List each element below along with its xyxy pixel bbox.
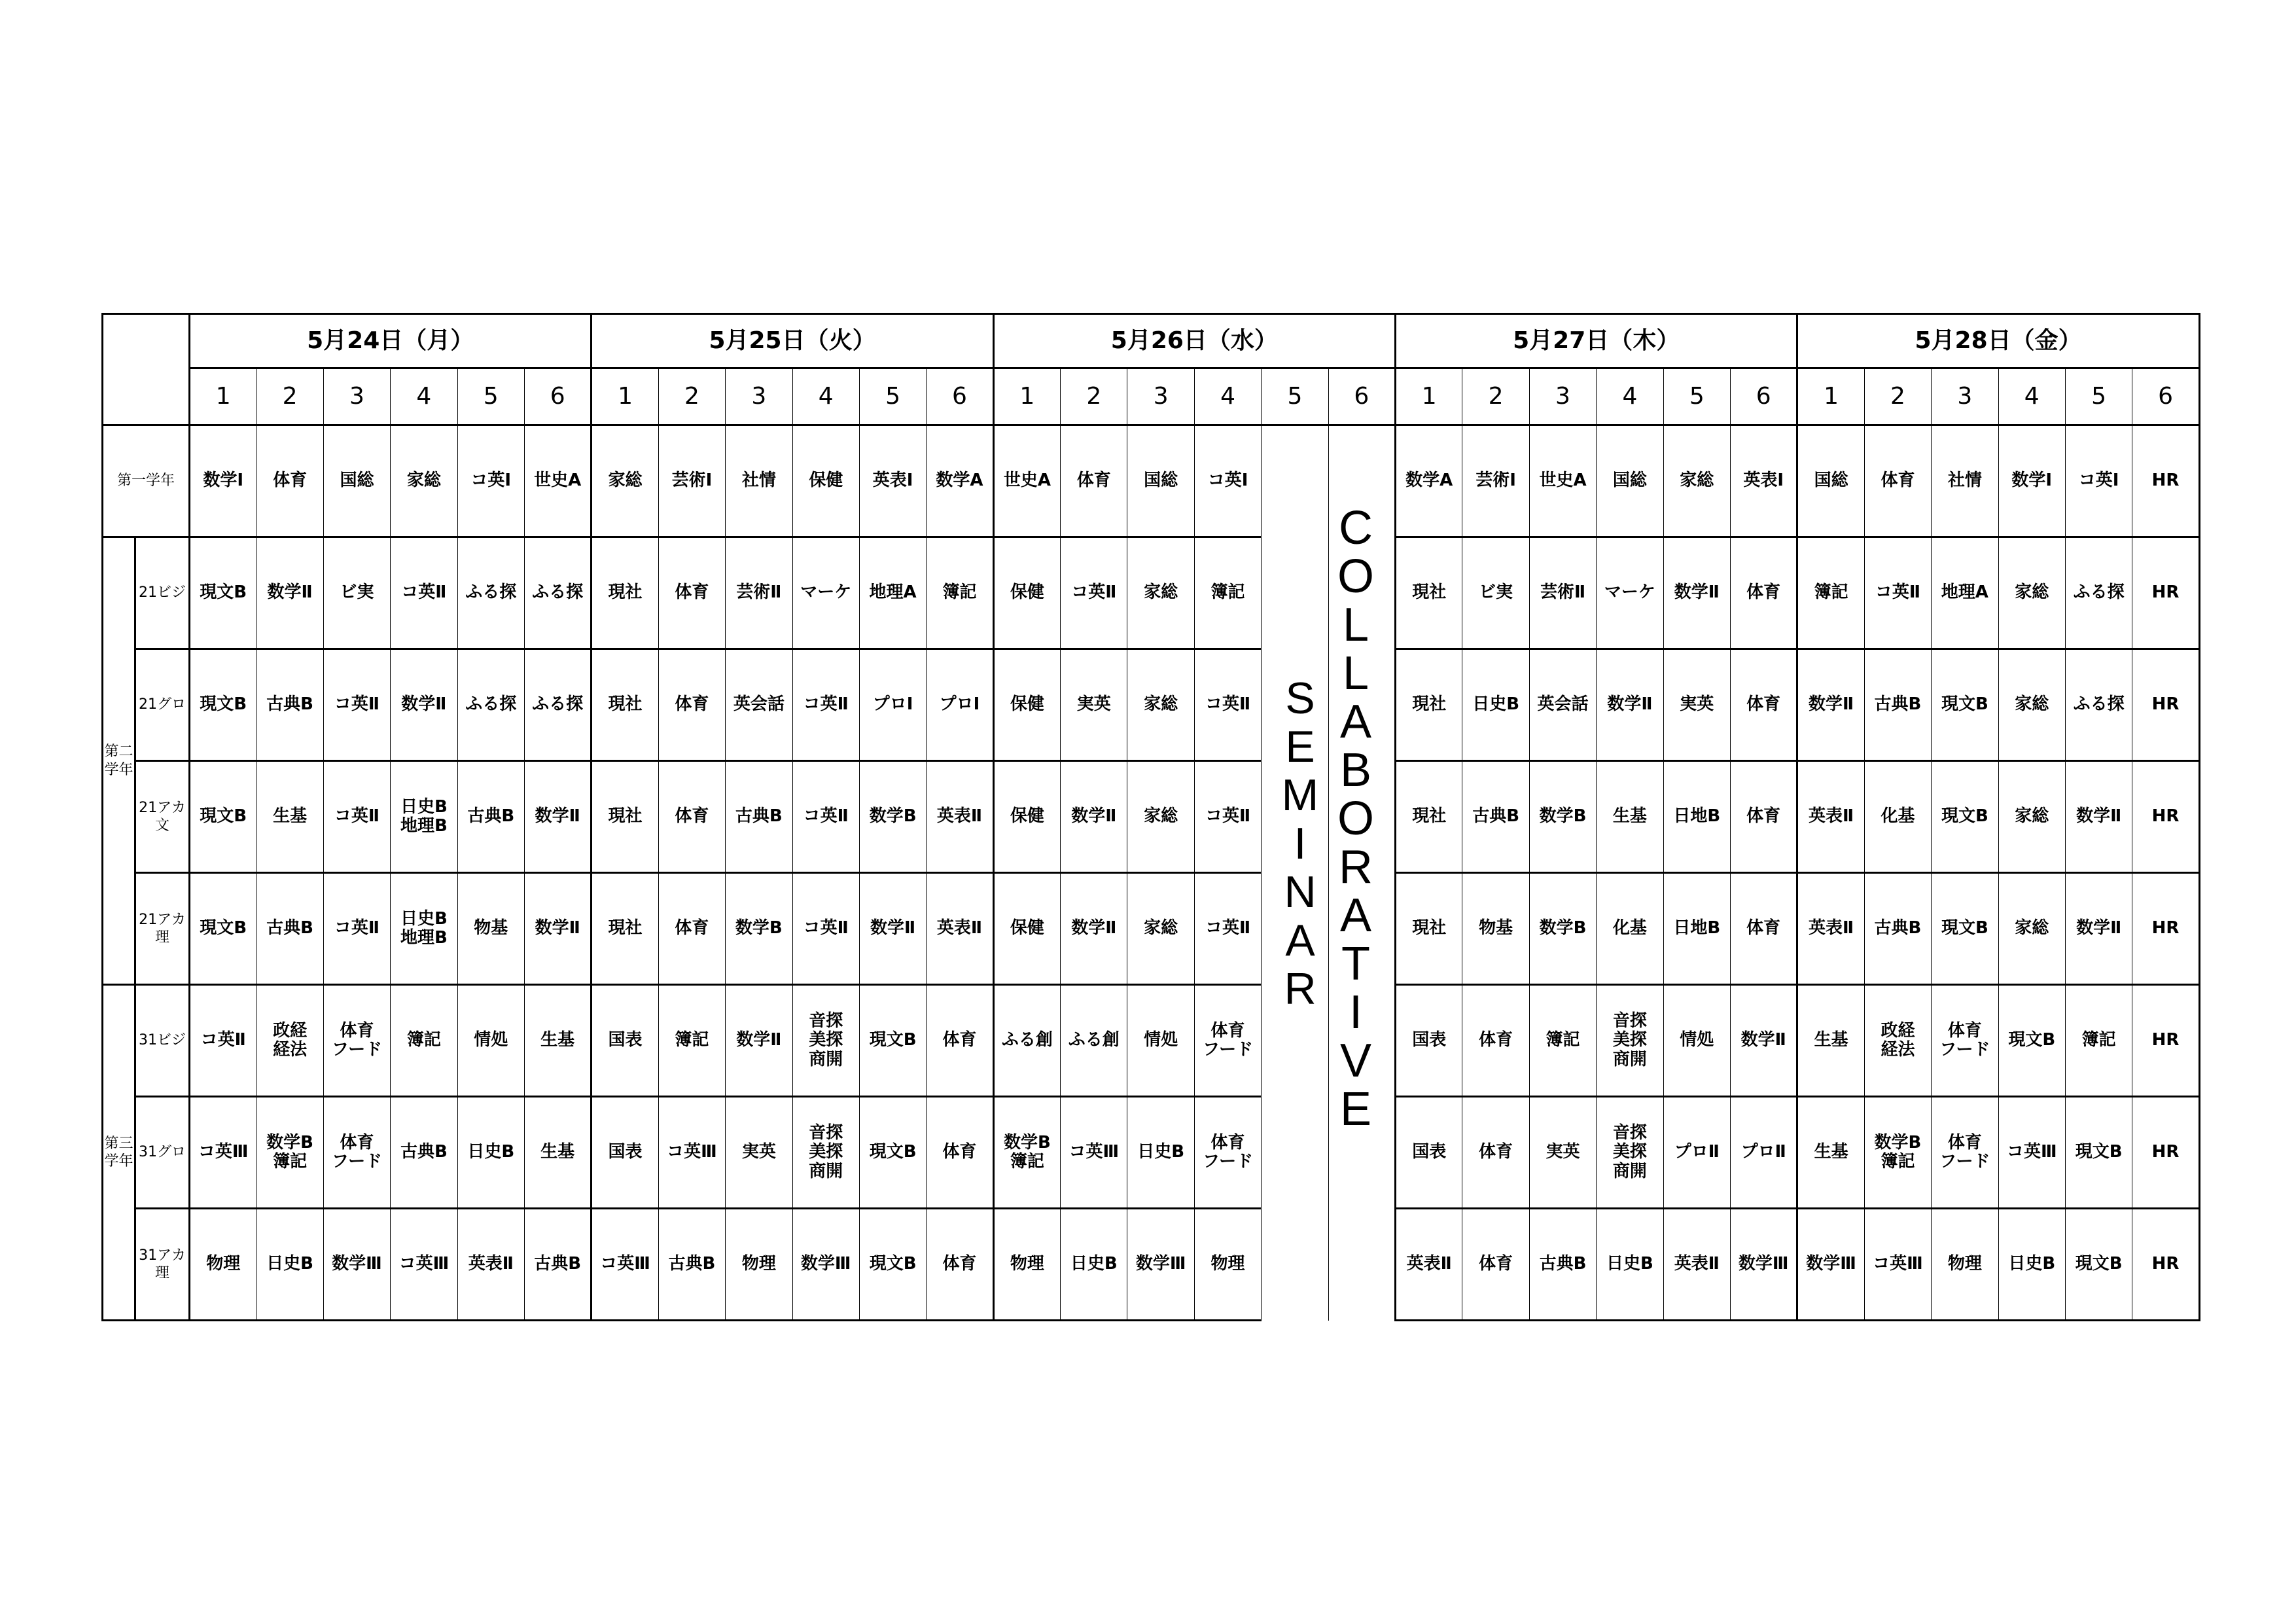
class-label: 21アカ理: [135, 873, 190, 985]
subject-cell: 日史B: [1462, 649, 1529, 761]
subject-cell: HR: [2132, 985, 2199, 1097]
subject-cell: 日地B: [1663, 761, 1730, 873]
subject-cell: 国表: [592, 985, 658, 1097]
subject-cell: 現社: [1396, 873, 1462, 985]
period-number: 2: [1864, 368, 1931, 425]
subject-cell: 英表Ⅱ: [1663, 1209, 1730, 1321]
subject-cell: 家総: [391, 425, 457, 537]
subject-cell: 芸術Ⅱ: [1529, 537, 1596, 649]
subject-cell: [1262, 1097, 1328, 1209]
subject-cell: 体育: [658, 537, 725, 649]
subject-cell: 音探 美探 商開: [792, 1097, 859, 1209]
subject-cell: 数学Ⅱ: [1061, 873, 1127, 985]
subject-cell: 保健: [792, 425, 859, 537]
subject-cell: 簿記: [2065, 985, 2132, 1097]
subject-cell: 世史A: [993, 425, 1060, 537]
subject-cell: 保健: [993, 537, 1060, 649]
subject-cell: コ英Ⅲ: [1998, 1097, 2065, 1209]
subject-cell: 物理: [190, 1209, 256, 1321]
subject-cell: 日史B: [1597, 1209, 1663, 1321]
period-number: 4: [391, 368, 457, 425]
period-number: 3: [726, 368, 792, 425]
subject-cell: 地理A: [859, 537, 926, 649]
subject-cell: 現文B: [1998, 985, 2065, 1097]
subject-cell: 家総: [1998, 873, 2065, 985]
subject-cell: ふる探: [457, 537, 524, 649]
subject-cell: [1262, 1209, 1328, 1321]
class-row: [103, 1209, 2200, 1321]
subject-cell: 数学Ⅱ: [859, 873, 926, 985]
subject-cell: 情処: [1663, 985, 1730, 1097]
period-number: 3: [1529, 368, 1596, 425]
subject-cell: 体育: [658, 873, 725, 985]
timetable: [101, 313, 2200, 1321]
subject-cell: 芸術Ⅱ: [726, 537, 792, 649]
subject-cell: 現文B: [190, 873, 256, 985]
class-row: [103, 1097, 2200, 1209]
subject-cell: 音探 美探 商開: [792, 985, 859, 1097]
subject-cell: 簿記: [1194, 537, 1261, 649]
subject-cell: 英表Ⅱ: [1797, 761, 1864, 873]
subject-cell: 体育: [1061, 425, 1127, 537]
subject-cell: 物理: [1194, 1209, 1261, 1321]
subject-cell: コ英Ⅲ: [592, 1209, 658, 1321]
subject-cell: 実英: [1061, 649, 1127, 761]
period-number: 1: [592, 368, 658, 425]
subject-cell: [1262, 425, 1328, 537]
subject-cell: 芸術Ⅰ: [658, 425, 725, 537]
subject-cell: 音探 美探 商開: [1597, 1097, 1663, 1209]
subject-cell: 芸術Ⅰ: [1462, 425, 1529, 537]
subject-cell: 英表Ⅱ: [1797, 873, 1864, 985]
subject-cell: 体育 フード: [1194, 1097, 1261, 1209]
subject-cell: コ英Ⅱ: [792, 761, 859, 873]
subject-cell: 現文B: [859, 1097, 926, 1209]
period-number: 4: [1597, 368, 1663, 425]
subject-cell: 国総: [323, 425, 390, 537]
subject-cell: 現文B: [190, 761, 256, 873]
subject-cell: コ英Ⅱ: [323, 761, 390, 873]
subject-cell: 家総: [1127, 873, 1194, 985]
subject-cell: 現文B: [1932, 873, 1998, 985]
subject-cell: 数学Ⅱ: [1597, 649, 1663, 761]
subject-cell: 体育: [256, 425, 323, 537]
subject-cell: 生基: [1797, 1097, 1864, 1209]
subject-cell: コ英Ⅲ: [1061, 1097, 1127, 1209]
subject-cell: 日史B: [1998, 1209, 2065, 1321]
subject-cell: マーケ: [792, 537, 859, 649]
subject-cell: 家総: [1998, 649, 2065, 761]
period-number: 5: [2065, 368, 2132, 425]
subject-cell: 現文B: [2065, 1209, 2132, 1321]
subject-cell: 古典B: [1864, 873, 1931, 985]
subject-cell: 数学A: [927, 425, 993, 537]
subject-cell: コ英Ⅲ: [391, 1209, 457, 1321]
day-header-row: [103, 314, 2200, 368]
subject-cell: ふる探: [2065, 649, 2132, 761]
subject-cell: 簿記: [391, 985, 457, 1097]
subject-cell: 英表Ⅱ: [457, 1209, 524, 1321]
class-label: 21ビジ: [135, 537, 190, 649]
subject-cell: 数学B: [726, 873, 792, 985]
subject-cell: 日史B: [457, 1097, 524, 1209]
subject-cell: 国表: [1396, 1097, 1462, 1209]
subject-cell: 社情: [726, 425, 792, 537]
class-row: [103, 425, 2200, 537]
subject-cell: 数学Ⅱ: [1730, 985, 1797, 1097]
subject-cell: 古典B: [256, 649, 323, 761]
class-row: [103, 985, 2200, 1097]
subject-cell: 英表Ⅱ: [1396, 1209, 1462, 1321]
subject-cell: コ英Ⅱ: [792, 873, 859, 985]
seminar-vertical-label: S E M I N A R: [1281, 673, 1319, 1014]
grade-label-third: 第三学年: [103, 985, 135, 1321]
subject-cell: 数学Ⅱ: [1061, 761, 1127, 873]
subject-cell: コ英Ⅲ: [1864, 1209, 1931, 1321]
subject-cell: コ英Ⅱ: [1194, 761, 1261, 873]
subject-cell: 体育: [658, 761, 725, 873]
period-number: 3: [1932, 368, 1998, 425]
subject-cell: 国総: [1127, 425, 1194, 537]
subject-cell: 生基: [524, 1097, 591, 1209]
subject-cell: 世史A: [1529, 425, 1596, 537]
subject-cell: 簿記: [1529, 985, 1596, 1097]
subject-cell: 数学Ⅱ: [524, 873, 591, 985]
subject-cell: 数学Ⅱ: [524, 761, 591, 873]
subject-cell: 家総: [1127, 537, 1194, 649]
subject-cell: 現文B: [859, 1209, 926, 1321]
subject-cell: 簿記: [1797, 537, 1864, 649]
day-header: 5月24日（月）: [190, 314, 592, 368]
collaborative-vertical-label: C O L L A B O R A T I V E: [1337, 502, 1374, 1135]
day-header: 5月25日（火）: [592, 314, 993, 368]
subject-cell: 古典B: [524, 1209, 591, 1321]
subject-cell: 数学B 簿記: [256, 1097, 323, 1209]
period-number: 4: [1998, 368, 2065, 425]
subject-cell: ふる創: [1061, 985, 1127, 1097]
subject-cell: 体育: [1462, 985, 1529, 1097]
subject-cell: 数学Ⅰ: [1998, 425, 2065, 537]
subject-cell: 数学Ⅲ: [323, 1209, 390, 1321]
subject-cell: 国表: [592, 1097, 658, 1209]
subject-cell: 政経 経法: [1864, 985, 1931, 1097]
subject-cell: コ英Ⅰ: [457, 425, 524, 537]
subject-cell: 数学Ⅱ: [726, 985, 792, 1097]
day-header: 5月28日（金）: [1797, 314, 2199, 368]
subject-cell: 古典B: [391, 1097, 457, 1209]
subject-cell: HR: [2132, 873, 2199, 985]
subject-cell: 国表: [1396, 985, 1462, 1097]
subject-cell: コ英Ⅲ: [190, 1097, 256, 1209]
subject-cell: コ英Ⅱ: [1194, 649, 1261, 761]
subject-cell: 古典B: [726, 761, 792, 873]
subject-cell: ふる探: [524, 537, 591, 649]
period-number: 5: [1663, 368, 1730, 425]
corner-cell: [103, 314, 190, 425]
period-number: 5: [457, 368, 524, 425]
subject-cell: 家総: [1998, 537, 2065, 649]
subject-cell: 体育 フード: [1194, 985, 1261, 1097]
subject-cell: 生基: [1597, 761, 1663, 873]
subject-cell: 数学Ⅱ: [2065, 761, 2132, 873]
subject-cell: 数学Ⅲ: [1127, 1209, 1194, 1321]
subject-cell: 古典B: [457, 761, 524, 873]
subject-cell: 数学B: [859, 761, 926, 873]
subject-cell: 情処: [457, 985, 524, 1097]
subject-cell: 現社: [592, 873, 658, 985]
subject-cell: 現社: [1396, 761, 1462, 873]
period-number: 2: [256, 368, 323, 425]
period-number: 2: [1462, 368, 1529, 425]
subject-cell: マーケ: [1597, 537, 1663, 649]
subject-cell: 化基: [1597, 873, 1663, 985]
subject-cell: 数学B 簿記: [993, 1097, 1060, 1209]
subject-cell: ふる創: [993, 985, 1060, 1097]
subject-cell: 体育 フード: [323, 1097, 390, 1209]
subject-cell: 体育: [1730, 761, 1797, 873]
subject-cell: 日史B: [1127, 1097, 1194, 1209]
subject-cell: 古典B: [1462, 761, 1529, 873]
subject-cell: 数学B: [1529, 873, 1596, 985]
subject-cell: HR: [2132, 425, 2199, 537]
subject-cell: 世史A: [524, 425, 591, 537]
subject-cell: 日史B: [1061, 1209, 1127, 1321]
subject-cell: 物基: [457, 873, 524, 985]
subject-cell: 音探 美探 商開: [1597, 985, 1663, 1097]
class-label: 31ビジ: [135, 985, 190, 1097]
subject-cell: 政経 経法: [256, 985, 323, 1097]
subject-cell: 数学Ⅱ: [1663, 537, 1730, 649]
subject-cell: 家総: [1663, 425, 1730, 537]
subject-cell: 化基: [1864, 761, 1931, 873]
subject-cell: 英表Ⅱ: [927, 873, 993, 985]
subject-cell: 現文B: [190, 649, 256, 761]
period-number: 5: [1262, 368, 1328, 425]
period-number: 6: [2132, 368, 2199, 425]
subject-cell: 家総: [1127, 761, 1194, 873]
subject-cell: 日地B: [1663, 873, 1730, 985]
subject-cell: 体育: [1864, 425, 1931, 537]
subject-cell: ふる探: [524, 649, 591, 761]
subject-cell: 現文B: [1932, 761, 1998, 873]
subject-cell: 実英: [726, 1097, 792, 1209]
subject-cell: 英表Ⅰ: [859, 425, 926, 537]
subject-cell: 数学Ⅲ: [1797, 1209, 1864, 1321]
subject-cell: 現文B: [1932, 649, 1998, 761]
subject-cell: 物理: [993, 1209, 1060, 1321]
class-label: 21アカ文: [135, 761, 190, 873]
subject-cell: 数学Ⅱ: [1797, 649, 1864, 761]
grade-label-second: 第二学年: [103, 537, 135, 985]
subject-cell: 情処: [1127, 985, 1194, 1097]
subject-cell: 日史B 地理B: [391, 761, 457, 873]
period-number: 1: [1797, 368, 1864, 425]
day-header: 5月26日（水）: [993, 314, 1395, 368]
period-number: 4: [792, 368, 859, 425]
class-row: [103, 761, 2200, 873]
subject-cell: 英表Ⅱ: [927, 761, 993, 873]
subject-cell: 現文B: [2065, 1097, 2132, 1209]
subject-cell: コ英Ⅱ: [1864, 537, 1931, 649]
subject-cell: 体育 フード: [1932, 1097, 1998, 1209]
subject-cell: 物理: [1932, 1209, 1998, 1321]
subject-cell: コ英Ⅱ: [1194, 873, 1261, 985]
subject-cell: コ英Ⅱ: [323, 873, 390, 985]
subject-cell: 家総: [1127, 649, 1194, 761]
subject-cell: 日史B 地理B: [391, 873, 457, 985]
period-number: 3: [1127, 368, 1194, 425]
subject-cell: 家総: [592, 425, 658, 537]
class-row: [103, 873, 2200, 985]
subject-cell: 社情: [1932, 425, 1998, 537]
subject-cell: 国総: [1597, 425, 1663, 537]
subject-cell: 古典B: [658, 1209, 725, 1321]
period-number: 1: [190, 368, 256, 425]
subject-cell: HR: [2132, 1097, 2199, 1209]
subject-cell: [1328, 1209, 1395, 1321]
subject-cell: 体育: [927, 1209, 993, 1321]
subject-cell: 現文B: [859, 985, 926, 1097]
subject-cell: 体育: [1730, 537, 1797, 649]
period-number: 6: [1730, 368, 1797, 425]
subject-cell: ビ実: [323, 537, 390, 649]
period-number: 5: [859, 368, 926, 425]
period-number: 2: [1061, 368, 1127, 425]
subject-cell: 体育: [1730, 649, 1797, 761]
subject-cell: コ英Ⅱ: [391, 537, 457, 649]
subject-cell: 体育: [1462, 1209, 1529, 1321]
subject-cell: 簿記: [658, 985, 725, 1097]
period-number: 6: [1328, 368, 1395, 425]
period-number: 2: [658, 368, 725, 425]
subject-cell: 英会話: [726, 649, 792, 761]
subject-cell: 数学Ⅲ: [792, 1209, 859, 1321]
subject-cell: 数学Ⅱ: [256, 537, 323, 649]
subject-cell: 現社: [592, 649, 658, 761]
subject-cell: 現社: [1396, 649, 1462, 761]
subject-cell: 保健: [993, 761, 1060, 873]
subject-cell: コ英Ⅲ: [658, 1097, 725, 1209]
subject-cell: 現社: [592, 761, 658, 873]
period-number: 6: [524, 368, 591, 425]
subject-cell: ビ実: [1462, 537, 1529, 649]
subject-cell: 生基: [524, 985, 591, 1097]
subject-cell: プロⅠ: [927, 649, 993, 761]
subject-cell: コ英Ⅱ: [190, 985, 256, 1097]
subject-cell: 保健: [993, 649, 1060, 761]
subject-cell: 英会話: [1529, 649, 1596, 761]
class-row: [103, 537, 2200, 649]
subject-cell: 数学Ⅱ: [2065, 873, 2132, 985]
subject-cell: 家総: [1998, 761, 2065, 873]
subject-cell: 物基: [1462, 873, 1529, 985]
class-label: 31グロ: [135, 1097, 190, 1209]
class-label: 31アカ理: [135, 1209, 190, 1321]
subject-cell: コ英Ⅱ: [1061, 537, 1127, 649]
subject-cell: [1262, 537, 1328, 649]
subject-cell: 体育: [658, 649, 725, 761]
subject-cell: 古典B: [1864, 649, 1931, 761]
period-number: 4: [1194, 368, 1261, 425]
subject-cell: 現文B: [190, 537, 256, 649]
subject-cell: ふる探: [457, 649, 524, 761]
subject-cell: 体育: [927, 1097, 993, 1209]
subject-cell: 体育 フード: [323, 985, 390, 1097]
subject-cell: コ英Ⅰ: [1194, 425, 1261, 537]
period-header-row: [103, 368, 2200, 425]
subject-cell: 英表Ⅰ: [1730, 425, 1797, 537]
subject-cell: 生基: [1797, 985, 1864, 1097]
subject-cell: 物理: [726, 1209, 792, 1321]
grade-label-first: 第一学年: [103, 425, 190, 537]
period-number: 1: [1396, 368, 1462, 425]
subject-cell: HR: [2132, 537, 2199, 649]
day-header: 5月27日（木）: [1396, 314, 1797, 368]
subject-cell: 古典B: [1529, 1209, 1596, 1321]
period-number: 1: [993, 368, 1060, 425]
subject-cell: 実英: [1529, 1097, 1596, 1209]
subject-cell: 数学Ⅱ: [391, 649, 457, 761]
class-label: 21グロ: [135, 649, 190, 761]
subject-cell: 数学Ⅰ: [190, 425, 256, 537]
subject-cell: HR: [2132, 649, 2199, 761]
subject-cell: 体育: [1462, 1097, 1529, 1209]
subject-cell: 数学A: [1396, 425, 1462, 537]
period-number: 6: [927, 368, 993, 425]
subject-cell: 保健: [993, 873, 1060, 985]
subject-cell: 日史B: [256, 1209, 323, 1321]
subject-cell: 現社: [1396, 537, 1462, 649]
subject-cell: 古典B: [256, 873, 323, 985]
subject-cell: 簿記: [927, 537, 993, 649]
subject-cell: 数学B 簿記: [1864, 1097, 1931, 1209]
subject-cell: 実英: [1663, 649, 1730, 761]
subject-cell: プロⅠ: [859, 649, 926, 761]
subject-cell: プロⅡ: [1663, 1097, 1730, 1209]
subject-cell: プロⅡ: [1730, 1097, 1797, 1209]
subject-cell: 数学B: [1529, 761, 1596, 873]
period-number: 3: [323, 368, 390, 425]
subject-cell: ふる探: [2065, 537, 2132, 649]
subject-cell: コ英Ⅱ: [323, 649, 390, 761]
class-row: [103, 649, 2200, 761]
subject-cell: 現社: [592, 537, 658, 649]
subject-cell: HR: [2132, 1209, 2199, 1321]
subject-cell: 地理A: [1932, 537, 1998, 649]
subject-cell: 数学Ⅲ: [1730, 1209, 1797, 1321]
subject-cell: HR: [2132, 761, 2199, 873]
subject-cell: 体育 フード: [1932, 985, 1998, 1097]
subject-cell: 体育: [1730, 873, 1797, 985]
subject-cell: 生基: [256, 761, 323, 873]
subject-cell: 国総: [1797, 425, 1864, 537]
subject-cell: 体育: [927, 985, 993, 1097]
subject-cell: コ英Ⅰ: [2065, 425, 2132, 537]
subject-cell: コ英Ⅱ: [792, 649, 859, 761]
